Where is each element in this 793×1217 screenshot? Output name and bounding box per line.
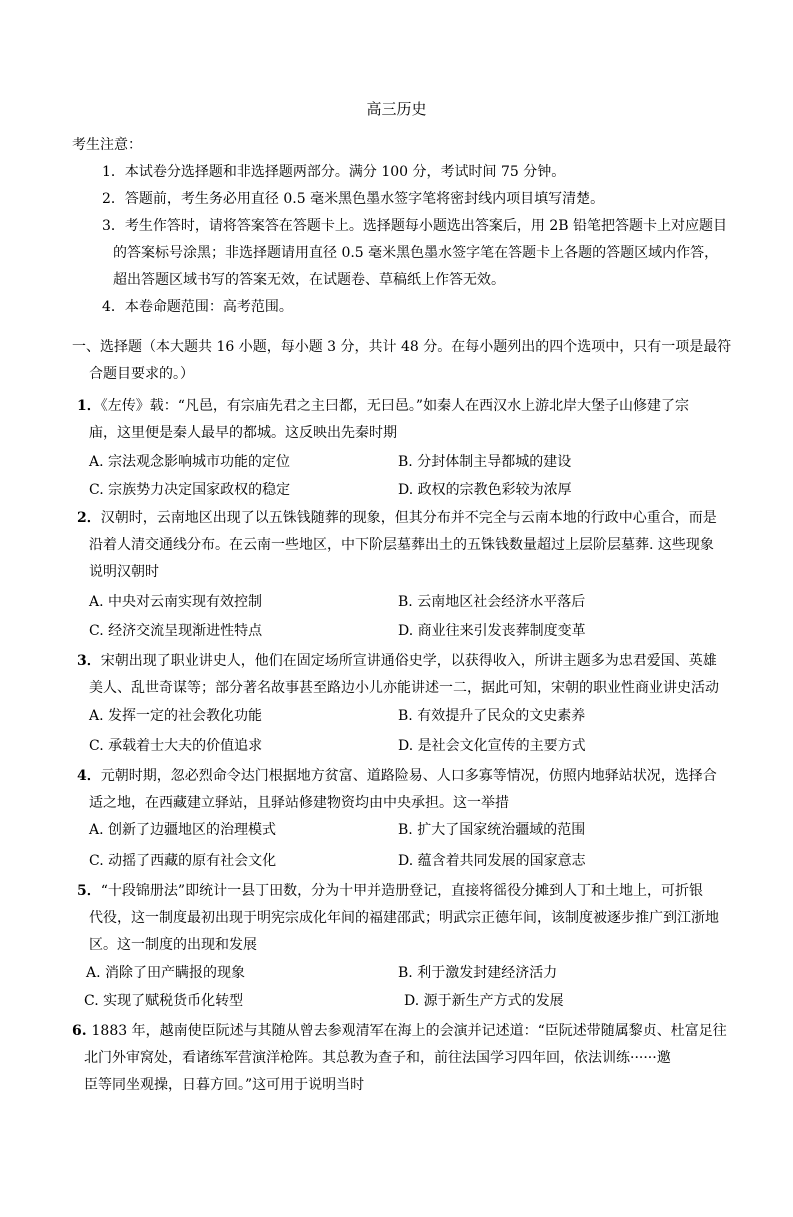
question-text: 《左传》载：“凡邑，有宗庙先君之主曰都，无曰邑。”如秦人在西汉水上游北岸大堡子山修建了宗 <box>100 398 690 414</box>
question-2-option-c[interactable]: C. 经济交流呈现渐进性特点 <box>89 623 263 639</box>
notice-item-number: 2． <box>102 191 125 207</box>
notice-item-3-line-3: 超出答题区域书写的答案无效，在试题卷、草稿纸上作答无效。 <box>113 272 505 288</box>
question-1-option-d[interactable]: D. 政权的宗教色彩较为浓厚 <box>398 482 572 498</box>
question-number: 1． <box>77 398 101 414</box>
question-2-option-b[interactable]: B. 云南地区社会经济水平落后 <box>398 594 586 610</box>
question-2-stem-line-2: 沿着人清交通线分布。在云南一些地区，中下阶层墓葬出土的五铢钱数量超过上层阶层墓葬. 这些现象 <box>89 537 714 553</box>
question-5-option-a[interactable]: A. 消除了田产瞒报的现象 <box>86 965 246 981</box>
question-4-stem-line-2: 适之地，在西藏建立驿站，且驿站修建物资均由中央承担。这一举措 <box>89 795 509 811</box>
question-1-option-c[interactable]: C. 宗族势力决定国家政权的稳定 <box>89 482 291 498</box>
question-number: 2． <box>77 510 101 526</box>
question-text: 汉朝时，云南地区出现了以五铢钱随葬的现象，但其分布并不完全与云南本地的行政中心重合，而是 <box>100 510 717 526</box>
question-3-option-a[interactable]: A. 发挥一定的社会教化功能 <box>89 708 263 724</box>
notice-item-number: 4． <box>102 299 125 315</box>
notice-item-number: 3． <box>102 218 125 234</box>
question-2-option-a[interactable]: A. 中央对云南实现有效控制 <box>89 594 263 610</box>
question-1-stem <box>77 396 689 416</box>
question-3-option-b[interactable]: B. 有效提升了民众的文史素养 <box>398 708 586 724</box>
question-1-stem-line-2: 庙，这里便是秦人最早的都城。这反映出先秦时期 <box>89 425 397 441</box>
question-4-option-d[interactable]: D. 蕴含着共同发展的国家意志 <box>398 853 586 869</box>
notice-item-number: 1． <box>102 164 125 180</box>
question-1-option-a[interactable]: A. 宗法观念影响城市功能的定位 <box>89 454 291 470</box>
question-text: 1883 年，越南使臣阮述与其随从曾去参观清军在海上的会演并记述道：“臣阮述带随属黎贞、杜富足往 <box>91 1023 727 1039</box>
question-number: 5． <box>77 883 101 899</box>
question-3-stem-line-2: 美人、乱世奇谋等；部分著名故事甚至路边小儿亦能讲述一二，据此可知，宋朝的职业性商业讲史活动 <box>89 680 719 696</box>
question-number: 6. <box>72 1023 92 1039</box>
question-5-stem-line-3: 区。这一制度的出现和发展 <box>89 937 257 953</box>
notice-item-text: 答题前，考生务必用直径 0.5 毫米黑色墨水签字笔将密封线内项目填写清楚。 <box>124 191 605 207</box>
notice-item-text: 本卷命题范围：高考范围。 <box>124 299 293 315</box>
question-2-option-d[interactable]: D. 商业往来引发丧葬制度变革 <box>398 623 586 639</box>
question-5-option-c[interactable]: C. 实现了赋税货币化转型 <box>84 993 244 1009</box>
question-4-option-c[interactable]: C. 动摇了西藏的原有社会文化 <box>89 853 277 869</box>
notice-item-3-line-2: 的答案标号涂黑；非选择题请用直径 0.5 毫米黑色墨水签字笔在答题卡上各题的答题区域内作答， <box>113 245 719 261</box>
notice-item-text: 本试卷分选择题和非选择题两部分。满分 100 分，考试时间 75 分钟。 <box>124 164 566 180</box>
question-5-option-d[interactable]: D. 源于新生产方式的发展 <box>404 993 564 1009</box>
question-4-option-b[interactable]: B. 扩大了国家统治疆域的范围 <box>398 822 586 838</box>
question-number: 4． <box>77 768 101 784</box>
question-text: 元朝时期，忽必烈命令达门根据地方贫富、道路险易、人口多寡等情况，仿照内地驿站状况，选择合 <box>100 768 717 784</box>
question-2-stem <box>77 508 717 528</box>
question-4-stem <box>77 766 717 786</box>
notice-item-2 <box>102 189 604 209</box>
question-text: 宋朝出现了职业讲史人，他们在固定场所宣讲通俗史学，以获得收入，所讲主题多为忠君爱国、英雄 <box>100 653 717 669</box>
page-title: 高三历史 <box>366 100 427 118</box>
notice-item-text: 考生作答时，请将答案答在答题卡上。选择题每小题选出答案后，用 2B 铅笔把答题卡上对应题目 <box>124 218 728 234</box>
notice-heading: 考生注意： <box>72 137 142 153</box>
section-heading: 一、选择题（本大题共 16 小题，每小题 3 分，共计 48 分。在每小题列出的四个选项中，只有一项是最符 <box>72 339 732 355</box>
question-5-option-b[interactable]: B. 利于激发封建经济活力 <box>398 965 558 981</box>
question-2-stem-line-3: 说明汉朝时 <box>89 564 159 580</box>
question-number: 3． <box>77 653 101 669</box>
question-6-stem-line-2: 北门外审窝处，看诸练军营演洋枪阵。其总教为查子和，前往法国学习四年回，依法训练······邀 <box>84 1050 671 1066</box>
question-6-stem-line-3: 臣等同坐观操，日暮方回。”这可用于说明当时 <box>84 1077 365 1093</box>
question-5-stem-line-2: 代役，这一制度最初出现于明宪宗成化年间的福建邵武；明武宗正德年间，该制度被逐步推广到江浙地 <box>89 910 719 926</box>
notice-item-4 <box>102 297 293 317</box>
question-3-option-c[interactable]: C. 承载着士大夫的价值追求 <box>89 738 263 754</box>
question-5-stem <box>77 881 703 901</box>
notice-item-3 <box>102 216 727 236</box>
notice-item-1 <box>102 162 565 182</box>
question-text: “十段锦册法”即统计一县丁田数，分为十甲并造册登记，直接将徭役分摊到人丁和土地上，可折银 <box>100 883 704 899</box>
question-6-stem <box>72 1021 727 1041</box>
question-1-option-b[interactable]: B. 分封体制主导都城的建设 <box>398 454 572 470</box>
question-3-stem <box>77 651 717 671</box>
section-heading-line-2: 合题目要求的。） <box>89 366 194 382</box>
question-4-option-a[interactable]: A. 创新了边疆地区的治理模式 <box>89 822 277 838</box>
question-3-option-d[interactable]: D. 是社会文化宣传的主要方式 <box>398 738 586 754</box>
